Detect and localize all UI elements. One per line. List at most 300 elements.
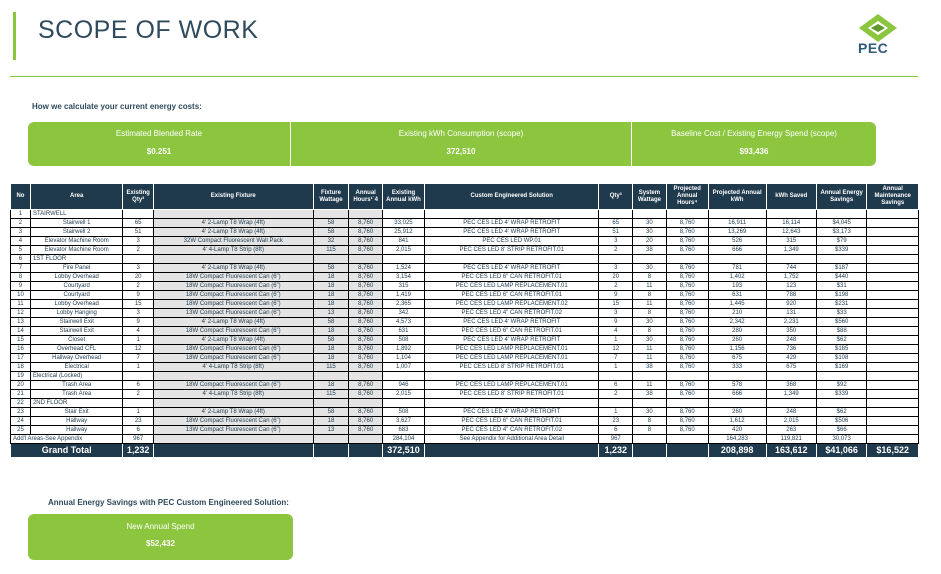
table-cell: 14 — [11, 327, 31, 336]
table-cell: 18 — [313, 417, 349, 426]
table-cell: 131 — [766, 309, 816, 318]
table-cell: PEC CES LED 4' WRAP RETROFIT — [425, 336, 599, 345]
table-cell: 30,073 — [816, 435, 866, 444]
new-spend-label: New Annual Spend — [126, 522, 195, 531]
table-cell: 8,760 — [349, 219, 383, 228]
table-cell: 58 — [313, 336, 349, 345]
table-cell: 350 — [766, 327, 816, 336]
table-cell: 4' 2-Lamp T8 Wrap (4ft) — [153, 228, 313, 237]
table-cell: 6 — [599, 381, 633, 390]
table-cell: 12,643 — [766, 228, 816, 237]
table-cell: 19 — [11, 372, 31, 381]
table-cell: 51 — [123, 228, 153, 237]
table-cell: Trash Area — [30, 381, 122, 390]
new-spend-panel — [28, 514, 293, 560]
table-cell: 65 — [599, 219, 633, 228]
baseline-cost-label: Baseline Cost / Existing Energy Spend (scope) — [671, 129, 837, 138]
table-cell — [123, 399, 153, 408]
table-row — [11, 336, 919, 345]
table-cell — [425, 372, 599, 381]
table-row — [11, 219, 919, 228]
table-cell: 280 — [708, 327, 766, 336]
table-cell: Courtyard — [30, 291, 122, 300]
table-cell: 781 — [708, 264, 766, 273]
table-cell: $62 — [816, 336, 866, 345]
table-cell: $66 — [816, 426, 866, 435]
table-cell: 368 — [766, 381, 816, 390]
table-cell: 260 — [708, 408, 766, 417]
table-cell: PEC CES LED 6" CAN RETROFIT.01 — [425, 273, 599, 282]
table-cell: PEC CES LED 4' WRAP RETROFIT — [425, 228, 599, 237]
table-cell: 508 — [382, 336, 424, 345]
table-cell — [867, 399, 919, 408]
savings-heading: Annual Energy Savings with PEC Custom Engineered Solution: — [48, 498, 289, 507]
table-cell — [708, 255, 766, 264]
table-cell: 4 — [123, 327, 153, 336]
table-cell: 8,760 — [666, 291, 708, 300]
table-cell: 8,760 — [349, 417, 383, 426]
table-cell: 115 — [313, 246, 349, 255]
total-cell: 163,612 — [766, 444, 816, 458]
table-cell — [349, 255, 383, 264]
table-cell — [867, 426, 919, 435]
table-cell: 8,760 — [666, 390, 708, 399]
table-cell — [867, 237, 919, 246]
table-cell: 8,760 — [349, 309, 383, 318]
table-cell: 8,760 — [666, 336, 708, 345]
table-cell: 8,760 — [349, 345, 383, 354]
table-cell: 20 — [123, 273, 153, 282]
table-cell: 8,760 — [349, 246, 383, 255]
total-cell: 1,232 — [123, 444, 153, 458]
table-cell: 13 — [313, 426, 349, 435]
table-cell: 666 — [708, 390, 766, 399]
table-cell — [867, 354, 919, 363]
table-cell: 38 — [633, 246, 667, 255]
table-cell: 4' 4-Lamp T8 Strip (8ft) — [153, 363, 313, 372]
table-cell: 1ST FLOOR — [30, 255, 122, 264]
table-cell: 3 — [11, 228, 31, 237]
total-cell — [153, 444, 313, 458]
table-cell: 25,912 — [382, 228, 424, 237]
table-row — [11, 318, 919, 327]
table-cell: $79 — [816, 237, 866, 246]
table-cell — [867, 273, 919, 282]
table-cell: 8,760 — [349, 327, 383, 336]
table-cell: 1,402 — [708, 273, 766, 282]
table-cell: 8,760 — [349, 291, 383, 300]
table-cell: 18W Compact Fluorescent Can (6") — [153, 291, 313, 300]
table-cell — [666, 372, 708, 381]
table-cell: 736 — [766, 345, 816, 354]
table-cell: 3 — [599, 264, 633, 273]
table-cell: 15 — [123, 300, 153, 309]
table-cell: 123 — [766, 282, 816, 291]
column-header: Custom Engineered Solution — [425, 184, 599, 210]
table-cell: PEC CES LED 4' WRAP RETROFIT — [425, 219, 599, 228]
table-cell: PEC CES LED 6" CAN RETROFIT.01 — [425, 291, 599, 300]
table-cell: $560 — [816, 318, 866, 327]
table-row — [11, 345, 919, 354]
table-cell: 18 — [313, 291, 349, 300]
table-cell: 8,760 — [666, 354, 708, 363]
table-row — [11, 273, 919, 282]
table-cell: 675 — [708, 354, 766, 363]
table-cell — [666, 210, 708, 219]
table-cell: 342 — [382, 309, 424, 318]
table-cell: 18 — [11, 363, 31, 372]
baseline-summary-panel — [28, 122, 876, 166]
table-cell: Add'l Areas-See Appendix — [11, 435, 123, 444]
table-header — [11, 184, 919, 210]
table-cell: 8,760 — [666, 282, 708, 291]
table-cell: 33,025 — [382, 219, 424, 228]
table-cell: 58 — [313, 228, 349, 237]
table-cell: 7 — [599, 354, 633, 363]
table-cell: 9 — [599, 291, 633, 300]
table-cell: $108 — [816, 354, 866, 363]
table-cell: 8,760 — [349, 237, 383, 246]
table-cell — [382, 210, 424, 219]
table-cell: 30 — [633, 219, 667, 228]
table-cell: 115 — [313, 363, 349, 372]
table-cell: Trash Area — [30, 390, 122, 399]
table-cell: 23 — [11, 408, 31, 417]
table-cell — [816, 255, 866, 264]
table-cell: 16 — [11, 345, 31, 354]
table-cell: 30 — [633, 264, 667, 273]
total-cell: $16,522 — [867, 444, 919, 458]
table-row — [11, 255, 919, 264]
table-row — [11, 309, 919, 318]
table-cell: 4' 2-Lamp T8 Wrap (4ft) — [153, 336, 313, 345]
table-cell — [766, 255, 816, 264]
table-cell: 18W Compact Fluorescent Can (6") — [153, 300, 313, 309]
table-cell: 38 — [633, 390, 667, 399]
table-cell: 1 — [123, 336, 153, 345]
table-cell: 8,760 — [349, 264, 383, 273]
table-cell: 32W Compact Fluorescent Wall Pack — [153, 237, 313, 246]
new-spend-value: $52,432 — [146, 539, 175, 548]
table-cell: 2,342 — [708, 318, 766, 327]
column-header: Existing Qty³ — [123, 184, 153, 210]
table-body — [11, 210, 919, 458]
table-cell — [666, 435, 708, 444]
table-cell: 315 — [382, 282, 424, 291]
table-row — [11, 237, 919, 246]
table-cell — [153, 435, 313, 444]
table-cell: 1,104 — [382, 354, 424, 363]
table-cell — [867, 417, 919, 426]
table-cell: 1,612 — [708, 417, 766, 426]
table-cell: PEC CES LED LAMP REPLACEMENT.02 — [425, 300, 599, 309]
table-cell: 1 — [11, 210, 31, 219]
table-cell: Electrical — [30, 363, 122, 372]
table-cell — [867, 390, 919, 399]
table-cell: 4' 2-Lamp T8 Wrap (4ft) — [153, 408, 313, 417]
table-cell: 508 — [382, 408, 424, 417]
table-cell: 8,760 — [349, 300, 383, 309]
table-row — [11, 399, 919, 408]
table-cell: 30 — [633, 408, 667, 417]
table-row — [11, 426, 919, 435]
table-cell: 2 — [123, 282, 153, 291]
table-cell: $339 — [816, 390, 866, 399]
table-cell: 12 — [599, 345, 633, 354]
table-cell: PEC CES LED LAMP REPLACEMENT.01 — [425, 345, 599, 354]
table-cell: 13 — [313, 309, 349, 318]
table-cell: Stairwell 1 — [30, 219, 122, 228]
calc-heading: How we calculate your current energy costs: — [32, 102, 202, 111]
table-cell: 2 — [599, 282, 633, 291]
table-cell: 58 — [313, 264, 349, 273]
table-cell: 8,760 — [349, 390, 383, 399]
table-row — [11, 264, 919, 273]
table-cell: 8,760 — [349, 381, 383, 390]
table-cell: 17 — [11, 354, 31, 363]
logo-text: PEC — [858, 40, 889, 56]
blended-rate-card — [28, 122, 290, 166]
grand-total-label: Grand Total — [11, 444, 123, 458]
table-cell: $169 — [816, 363, 866, 372]
table-cell: 8,760 — [666, 327, 708, 336]
table-cell: 13 — [11, 318, 31, 327]
table-cell — [633, 255, 667, 264]
table-cell: $440 — [816, 273, 866, 282]
table-cell: 920 — [766, 300, 816, 309]
table-cell: $88 — [816, 327, 866, 336]
table-cell — [867, 282, 919, 291]
table-cell: 8,760 — [666, 228, 708, 237]
table-cell: 631 — [708, 291, 766, 300]
table-cell: PEC CES LED 4' WRAP RETROFIT — [425, 264, 599, 273]
table-cell — [425, 399, 599, 408]
table-cell — [867, 255, 919, 264]
table-cell: 967 — [123, 435, 153, 444]
table-cell: 8 — [633, 309, 667, 318]
table-cell: 13W Compact Fluorescent Can (6") — [153, 309, 313, 318]
table-cell: 8,760 — [349, 228, 383, 237]
table-cell — [867, 219, 919, 228]
table-cell: 1 — [599, 363, 633, 372]
table-cell — [867, 336, 919, 345]
table-cell: 9 — [11, 282, 31, 291]
table-cell: 4' 2-Lamp T8 Wrap (4ft) — [153, 219, 313, 228]
table-cell: 23 — [123, 417, 153, 426]
table-cell: 58 — [313, 408, 349, 417]
column-header: Annual Hours¹˙4 — [349, 184, 383, 210]
total-cell — [425, 444, 599, 458]
table-cell: 8,760 — [349, 273, 383, 282]
table-cell: 11 — [633, 381, 667, 390]
table-cell — [313, 255, 349, 264]
table-cell: Stairwell Exit — [30, 327, 122, 336]
table-cell — [123, 210, 153, 219]
table-cell: See Appendix for Additional Area Detail — [425, 435, 599, 444]
table-cell — [313, 372, 349, 381]
table-cell — [867, 435, 919, 444]
table-cell — [599, 255, 633, 264]
kwh-consumption-card — [290, 122, 631, 166]
table-cell: 1 — [599, 336, 633, 345]
table-cell: 21 — [11, 390, 31, 399]
total-cell — [666, 444, 708, 458]
title-accent-bar — [13, 12, 16, 60]
column-header: No — [11, 184, 31, 210]
table-cell: Lobby Overhead — [30, 300, 122, 309]
table-cell: 18W Compact Fluorescent Can (6") — [153, 417, 313, 426]
table-cell: 3 — [599, 237, 633, 246]
table-cell: 1,524 — [382, 264, 424, 273]
table-cell: PEC CES LED 8' STRIP RETROFIT.01 — [425, 390, 599, 399]
table-row — [11, 228, 919, 237]
table-cell: PEC CES LED 8' STRIP RETROFIT.01 — [425, 246, 599, 255]
table-cell: Electrical (Locked) — [30, 372, 122, 381]
total-cell — [313, 444, 349, 458]
table-cell: 2 — [599, 390, 633, 399]
table-cell — [666, 255, 708, 264]
grand-total-row — [11, 444, 919, 458]
total-cell: 208,898 — [708, 444, 766, 458]
table-cell: $31 — [816, 282, 866, 291]
table-cell: 8 — [633, 327, 667, 336]
table-cell: 1,752 — [766, 273, 816, 282]
table-cell: 3,627 — [382, 417, 424, 426]
table-cell: 8,760 — [666, 408, 708, 417]
table-cell: 1 — [123, 408, 153, 417]
table-cell — [666, 399, 708, 408]
table-cell: 4,573 — [382, 318, 424, 327]
table-cell: 9 — [123, 291, 153, 300]
table-cell: 65 — [123, 219, 153, 228]
table-cell: STAIRWELL — [30, 210, 122, 219]
table-cell: Elevator Machine Room — [30, 246, 122, 255]
table-cell: 8,760 — [666, 273, 708, 282]
table-cell: 210 — [708, 309, 766, 318]
table-cell: 2ND FLOOR — [30, 399, 122, 408]
table-cell: PEC CES LED 4" CAN RETROFIT.02 — [425, 426, 599, 435]
table-cell: 193 — [708, 282, 766, 291]
table-cell: 4' 4-Lamp T8 Strip (8ft) — [153, 390, 313, 399]
table-cell: 18 — [313, 273, 349, 282]
table-cell: 8 — [633, 291, 667, 300]
table-cell: 7 — [11, 264, 31, 273]
table-cell: 3 — [123, 237, 153, 246]
table-cell: 420 — [708, 426, 766, 435]
table-cell: 11 — [11, 300, 31, 309]
table-cell: 1 — [599, 408, 633, 417]
table-cell: 11 — [633, 345, 667, 354]
column-header: Fixture Wattage — [313, 184, 349, 210]
table-cell: 8,760 — [666, 264, 708, 273]
total-cell — [349, 444, 383, 458]
table-cell: PEC CES LED LAMP REPLACEMENT.01 — [425, 282, 599, 291]
table-cell: 1 — [123, 363, 153, 372]
page-title: SCOPE OF WORK — [38, 16, 259, 44]
table-cell: 18W Compact Fluorescent Can (6") — [153, 381, 313, 390]
table-cell: 58 — [313, 318, 349, 327]
table-cell: 18 — [313, 282, 349, 291]
table-cell: 22 — [11, 399, 31, 408]
table-cell: PEC CES LED LAMP REPLACEMENT.01 — [425, 354, 599, 363]
table-cell: 30 — [633, 336, 667, 345]
table-cell: $231 — [816, 300, 866, 309]
table-cell — [867, 327, 919, 336]
table-cell — [708, 399, 766, 408]
table-cell: 15 — [11, 336, 31, 345]
table-row — [11, 417, 919, 426]
table-cell — [349, 372, 383, 381]
column-header: Projected Annual kWh — [708, 184, 766, 210]
table-cell: 1,007 — [382, 363, 424, 372]
table-cell: Overhead CFL — [30, 345, 122, 354]
table-cell: 8,760 — [349, 282, 383, 291]
table-cell: 631 — [382, 327, 424, 336]
table-cell: $187 — [816, 264, 866, 273]
table-cell: 18W Compact Fluorescent Can (6") — [153, 345, 313, 354]
table-cell: $506 — [816, 417, 866, 426]
column-header: Qty³ — [599, 184, 633, 210]
table-cell — [633, 435, 667, 444]
table-cell: Lobby Hanging — [30, 309, 122, 318]
table-cell: PEC CES LED 6" CAN RETROFIT.01 — [425, 417, 599, 426]
table-cell: 578 — [708, 381, 766, 390]
table-cell: 18 — [313, 354, 349, 363]
table-cell — [867, 408, 919, 417]
column-header: Existing Annual kWh — [382, 184, 424, 210]
table-cell — [313, 435, 349, 444]
column-header: Existing Fixture — [153, 184, 313, 210]
table-cell — [313, 399, 349, 408]
table-row — [11, 408, 919, 417]
table-cell: 2,365 — [382, 300, 424, 309]
table-cell: 8,760 — [666, 381, 708, 390]
table-cell: 2,015 — [382, 246, 424, 255]
table-cell — [867, 318, 919, 327]
table-cell — [599, 372, 633, 381]
table-cell — [766, 372, 816, 381]
table-cell: 8,760 — [666, 219, 708, 228]
table-cell: 11 — [633, 354, 667, 363]
table-cell: 526 — [708, 237, 766, 246]
table-cell — [153, 210, 313, 219]
table-cell: 8 — [11, 273, 31, 282]
table-cell — [599, 210, 633, 219]
table-cell: 1,349 — [766, 390, 816, 399]
table-cell: 18 — [313, 327, 349, 336]
table-cell: PEC CES LED 6" CAN RETROFIT.01 — [425, 327, 599, 336]
table-cell — [867, 291, 919, 300]
table-cell: 8,760 — [666, 345, 708, 354]
table-cell: 25 — [11, 426, 31, 435]
table-cell: 8,760 — [666, 363, 708, 372]
total-cell: 1,232 — [599, 444, 633, 458]
table-cell: 6 — [123, 381, 153, 390]
table-cell: 23 — [599, 417, 633, 426]
table-cell: 12 — [11, 309, 31, 318]
table-cell — [349, 210, 383, 219]
table-cell: 20 — [11, 381, 31, 390]
table-cell: 3 — [123, 264, 153, 273]
table-cell: 263 — [766, 426, 816, 435]
table-cell: Hallway — [30, 426, 122, 435]
column-header: kWh Saved — [766, 184, 816, 210]
table-cell: 8,760 — [349, 336, 383, 345]
table-cell: Stair Exit — [30, 408, 122, 417]
table-cell: Fire Panel — [30, 264, 122, 273]
table-cell: 18 — [313, 345, 349, 354]
table-cell: 51 — [599, 228, 633, 237]
